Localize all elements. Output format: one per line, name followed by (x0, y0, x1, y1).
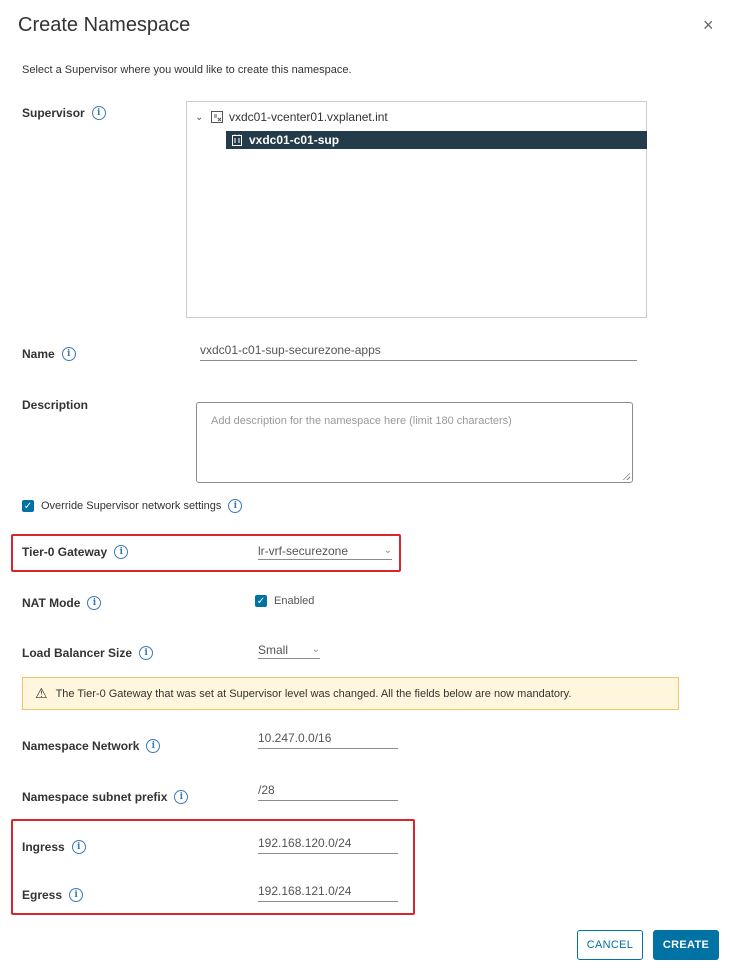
chevron-down-icon: ⌄ (311, 644, 320, 655)
egress-label: Egress i (22, 888, 83, 902)
nat-checkbox-row[interactable] (255, 595, 314, 607)
info-icon[interactable]: i (139, 646, 153, 660)
info-icon[interactable]: i (228, 499, 242, 513)
info-icon[interactable]: i (114, 545, 128, 559)
ns-prefix-input[interactable]: /28 (258, 783, 398, 801)
dialog-title: Create Namespace (18, 14, 191, 36)
supervisor-tree (186, 101, 647, 318)
ingress-input[interactable]: 192.168.120.0/24 (258, 836, 398, 854)
description-placeholder: Add description for the namespace here (limit 180 characters) (211, 415, 512, 427)
tree-item-vcenter[interactable] (195, 110, 388, 124)
supervisor-label: Supervisor i (22, 106, 106, 120)
close-icon[interactable]: × (703, 15, 714, 35)
info-icon[interactable]: i (72, 840, 86, 854)
tier0-label: Tier-0 Gateway i (22, 545, 128, 559)
tree-item-supervisor[interactable] (226, 131, 647, 149)
tier0-select[interactable] (258, 542, 392, 560)
nat-checkbox-label: Enabled (274, 595, 315, 607)
lb-select[interactable] (258, 641, 320, 659)
tree-child-label: vxdc01-c01-sup (249, 133, 340, 147)
ns-network-label: Namespace Network i (22, 739, 160, 753)
info-icon[interactable]: i (62, 347, 76, 361)
ns-prefix-label: Namespace subnet prefix i (22, 790, 188, 804)
override-checkbox-row[interactable] (22, 499, 242, 513)
info-icon[interactable]: i (146, 739, 160, 753)
info-icon[interactable]: i (174, 790, 188, 804)
name-label: Name i (22, 347, 76, 361)
description-label: Description (22, 398, 89, 412)
info-icon[interactable]: i (69, 888, 83, 902)
resize-handle[interactable] (622, 472, 630, 480)
description-textarea[interactable] (196, 402, 633, 483)
egress-input[interactable]: 192.168.121.0/24 (258, 884, 398, 902)
ingress-label: Ingress i (22, 840, 86, 854)
chevron-down-icon[interactable]: ⌄ (195, 111, 204, 123)
override-checkbox[interactable]: ✓ (23, 500, 33, 512)
tier0-value: lr-vrf-securezone (258, 543, 349, 558)
info-icon[interactable]: i (92, 106, 106, 120)
lb-label: Load Balancer Size i (22, 646, 153, 660)
nat-checkbox[interactable]: ✓ (256, 595, 266, 607)
name-input[interactable]: vxdc01-c01-sup-securezone-apps (200, 343, 637, 361)
nat-label: NAT Mode i (22, 596, 101, 610)
lb-value: Small (258, 642, 289, 657)
chevron-down-icon: ⌄ (383, 545, 392, 556)
cancel-button[interactable]: CANCEL (577, 930, 643, 960)
dialog-subtitle: Select a Supervisor where you would like to create this namespace. (22, 64, 352, 76)
info-icon[interactable]: i (87, 596, 101, 610)
create-button[interactable]: CREATE (653, 930, 719, 960)
warning-text: The Tier-0 Gateway that was set at Supervisor level was changed. All the fields below are now mandatory. (55, 687, 572, 700)
vcenter-icon (211, 111, 223, 123)
supervisor-cluster-icon (231, 134, 243, 146)
warning-icon: ⚠ (35, 685, 48, 701)
override-label: Override Supervisor network settings (41, 500, 222, 512)
tree-parent-label: vxdc01-vcenter01.vxplanet.int (229, 110, 388, 124)
ns-network-input[interactable]: 10.247.0.0/16 (258, 731, 398, 749)
warning-banner (22, 677, 679, 710)
